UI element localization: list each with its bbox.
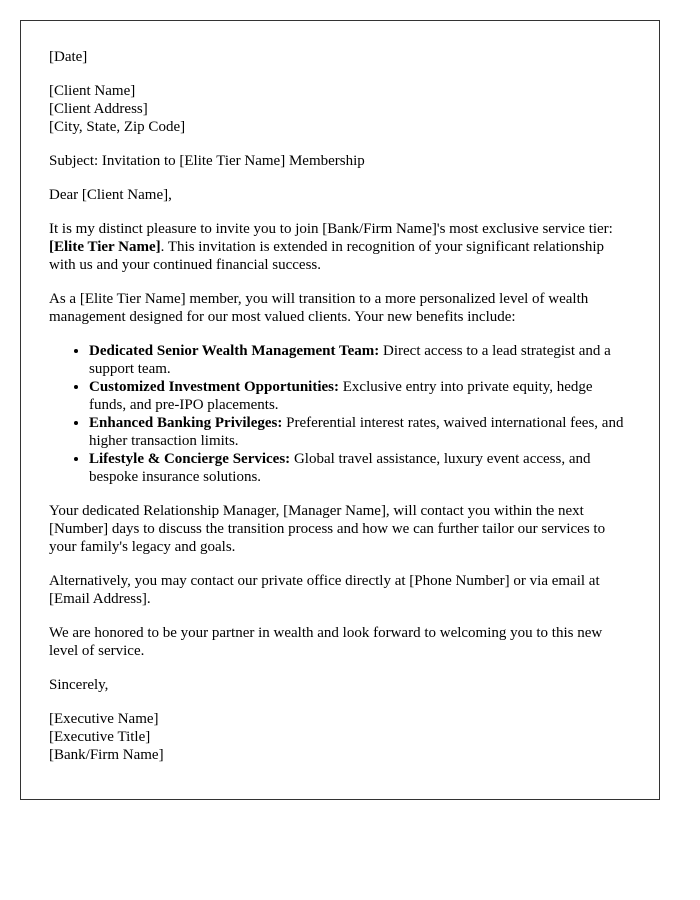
benefits-intro-paragraph: As a [Elite Tier Name] member, you will transition to a more personalized level of wealth management designed for our most valued clients. Your new benefits include:: [49, 291, 589, 325]
benefit-text: Global travel assistance, luxury event access, and bespoke insurance solutions.: [89, 451, 591, 485]
closing-remarks-paragraph: We are honored to be your partner in wealth and look forward to welcoming you to this new level of service.: [49, 625, 603, 659]
benefit-item: [89, 450, 631, 486]
benefit-title: Customized Investment Opportunities:: [89, 379, 339, 395]
benefit-item: [89, 414, 631, 450]
benefit-title: Enhanced Banking Privileges:: [89, 415, 283, 431]
invitation-text-start: It is my distinct pleasure to invite you to join [Bank/Firm Name]'s most exclusive service tier:: [49, 221, 613, 237]
benefit-title: Lifestyle & Concierge Services:: [89, 451, 291, 467]
executive-title: [Executive Title]: [49, 729, 151, 745]
executive-name: [Executive Name]: [49, 711, 159, 727]
invitation-paragraph: [49, 220, 631, 274]
recipient-name: [Client Name]: [49, 83, 136, 99]
recipient-city-state-zip: [City, State, Zip Code]: [49, 119, 186, 135]
benefit-text: Preferential interest rates, waived international fees, and higher transaction limits.: [89, 415, 624, 449]
letter-page: [20, 20, 660, 800]
letter-closing: Sincerely,: [49, 677, 109, 693]
benefits-list: [49, 342, 631, 486]
benefit-item: [89, 342, 631, 378]
recipient-address: [Client Address]: [49, 101, 148, 117]
benefit-title: Dedicated Senior Wealth Management Team:: [89, 343, 380, 359]
letter-date: [Date]: [49, 49, 88, 65]
firm-name: [Bank/Firm Name]: [49, 747, 164, 763]
letter-subject: Subject: Invitation to [Elite Tier Name] Membership: [49, 153, 365, 169]
relationship-manager-paragraph: Your dedicated Relationship Manager, [Manager Name], will contact you within the next [Number] days to discuss the transition process and how we can further tailor our services to your family's legacy and goals.: [49, 503, 606, 555]
signature-block: [49, 710, 631, 764]
elite-tier-name: [Elite Tier Name]: [49, 239, 161, 255]
benefit-text: Exclusive entry into private equity, hedge funds, and pre-IPO placements.: [89, 379, 593, 413]
invitation-text-end: . This invitation is extended in recognition of your significant relationship with us and your continued financial success.: [49, 239, 605, 273]
benefit-item: [89, 378, 631, 414]
benefit-text: Direct access to a lead strategist and a support team.: [89, 343, 611, 377]
contact-paragraph: Alternatively, you may contact our private office directly at [Phone Number] or via email at [Email Address].: [49, 573, 600, 607]
letter-salutation: Dear [Client Name],: [49, 187, 172, 203]
recipient-address-block: [49, 82, 631, 136]
